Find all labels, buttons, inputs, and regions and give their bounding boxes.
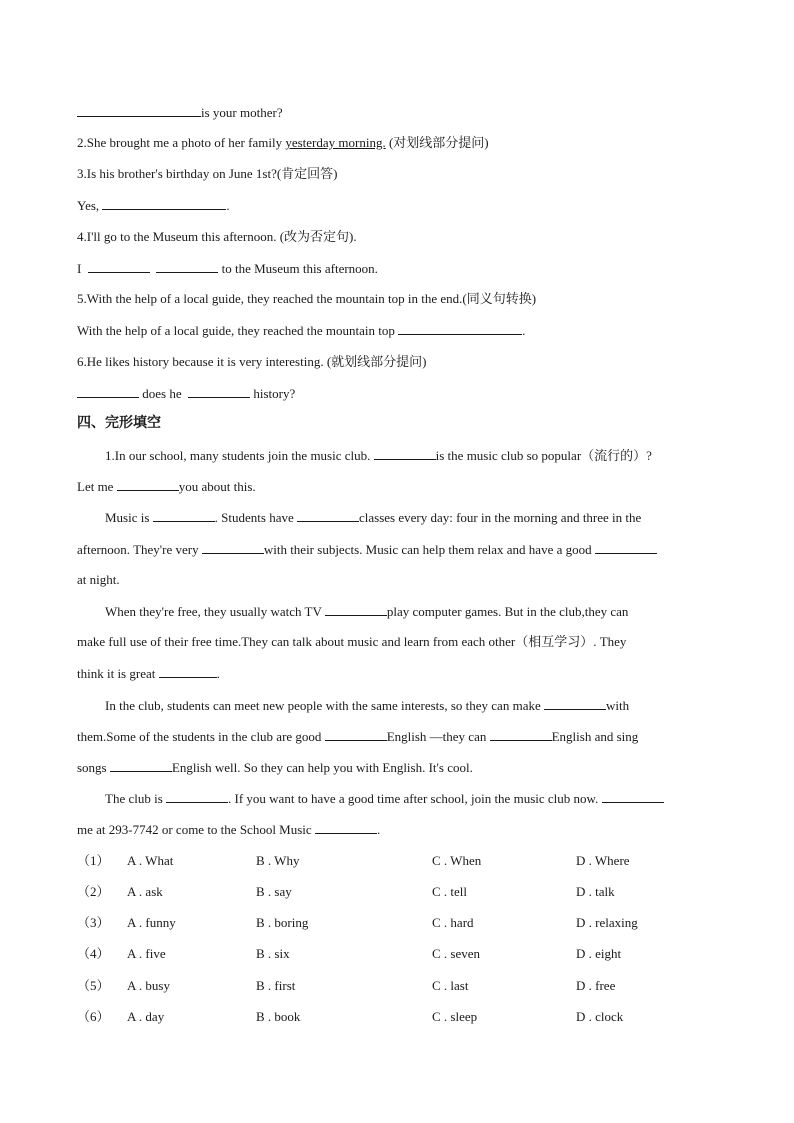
option-d[interactable]: D . free [576, 978, 616, 993]
option-d[interactable]: D . talk [576, 884, 615, 899]
cloze-blank-13[interactable] [166, 790, 228, 803]
cloze-blank-2[interactable] [117, 478, 179, 491]
cloze-blank-6[interactable] [595, 541, 657, 554]
question-5: 5.With the help of a local guide, they reached the mountain top in the end.(同义句转换) [77, 291, 537, 306]
answer-blank[interactable] [102, 197, 226, 210]
option-a[interactable]: A . funny [127, 915, 176, 930]
answer-blank[interactable] [77, 104, 201, 117]
option-a[interactable]: A . What [127, 853, 174, 868]
passage-line: them.Some of the students in the club are good English —they can English and sing [77, 729, 639, 744]
q3-answer-line: Yes, . [77, 198, 230, 213]
passage-line: at night. [77, 572, 120, 587]
q5-answer-line: With the help of a local guide, they reached the mountain top . [77, 323, 526, 338]
option-row [77, 946, 737, 962]
option-b[interactable]: B . first [256, 978, 296, 993]
q4-answer-line: I to the Museum this afternoon. [77, 261, 378, 276]
cloze-blank-15[interactable] [315, 821, 377, 834]
question-6: 6.He likes history because it is very interesting. (就划线部分提问) [77, 354, 427, 369]
question-3: 3.Is his brother's birthday on June 1st?(肯定回答) [77, 166, 338, 181]
option-d[interactable]: D . eight [576, 946, 622, 961]
answer-blank[interactable] [188, 385, 250, 398]
option-row [77, 915, 737, 931]
option-row [77, 1009, 737, 1025]
cloze-blank-11[interactable] [490, 728, 552, 741]
option-c[interactable]: C . seven [432, 946, 481, 961]
option-number: （1） [77, 853, 110, 868]
option-number: （5） [77, 978, 110, 993]
cloze-blank-14[interactable] [602, 790, 664, 803]
option-b[interactable]: B . boring [256, 915, 309, 930]
option-c[interactable]: C . last [432, 978, 469, 993]
option-a[interactable]: A . five [127, 946, 166, 961]
passage-line: think it is great . [77, 666, 220, 681]
option-b[interactable]: B . say [256, 884, 292, 899]
answer-blank[interactable] [88, 260, 150, 273]
cloze-blank-4[interactable] [297, 509, 359, 522]
option-row [77, 853, 737, 869]
q6-answer-line: does he history? [77, 385, 295, 402]
option-d[interactable]: D . relaxing [576, 915, 638, 930]
cloze-blank-12[interactable] [110, 759, 172, 772]
option-a[interactable]: A . ask [127, 884, 163, 899]
cloze-blank-9[interactable] [544, 697, 606, 710]
passage-line: me at 293-7742 or come to the School Music . [77, 822, 381, 837]
cloze-blank-1[interactable] [374, 447, 436, 460]
option-c[interactable]: C . sleep [432, 1009, 478, 1024]
question-4: 4.I'll go to the Museum this afternoon. (改为否定句). [77, 229, 357, 244]
option-c[interactable]: C . tell [432, 884, 468, 899]
option-b[interactable]: B . Why [256, 853, 300, 868]
underlined-phrase: yesterday morning. [285, 135, 386, 150]
cloze-blank-5[interactable] [202, 541, 264, 554]
cloze-blank-10[interactable] [325, 728, 387, 741]
option-b[interactable]: B . six [256, 946, 290, 961]
option-a[interactable]: A . busy [127, 978, 170, 993]
passage-line: The club is . If you want to have a good time after school, join the music club now. [105, 790, 664, 807]
q1-answer-line: is your mother? [77, 104, 283, 121]
option-number: （2） [77, 884, 110, 899]
option-number: （3） [77, 915, 110, 930]
option-b[interactable]: B . book [256, 1009, 301, 1024]
option-c[interactable]: C . hard [432, 915, 474, 930]
option-a[interactable]: A . day [127, 1009, 165, 1024]
cloze-blank-3[interactable] [153, 509, 215, 522]
section-heading: 四、完形填空 [77, 415, 161, 431]
passage-line: When they're free, they usually watch TV play computer games. But in the club,they can [105, 604, 629, 619]
answer-blank[interactable] [156, 260, 218, 273]
passage-line: afternoon. They're very with their subjects. Music can help them relax and have a good [77, 541, 657, 558]
question-2: 2.She brought me a photo of her family yesterday morning. (对划线部分提问) [77, 135, 489, 150]
passage-line: songs English well. So they can help you with English. It's cool. [77, 760, 473, 775]
option-row [77, 884, 737, 900]
passage-line: make full use of their free time.They can talk about music and learn from each other（相互学习）. They [77, 634, 627, 649]
passage-line: Let me you about this. [77, 479, 256, 494]
option-number: （4） [77, 946, 110, 961]
passage-line: Music is . Students have classes every day: four in the morning and three in the [105, 510, 642, 525]
option-number: （6） [77, 1009, 110, 1024]
answer-blank[interactable] [77, 385, 139, 398]
option-c[interactable]: C . When [432, 853, 482, 868]
option-d[interactable]: D . Where [576, 853, 630, 868]
option-row [77, 978, 737, 994]
cloze-blank-7[interactable] [325, 603, 387, 616]
answer-blank[interactable] [398, 322, 522, 335]
cloze-blank-8[interactable] [159, 665, 217, 678]
passage-line: 1.In our school, many students join the music club. is the music club so popular（流行的）? [105, 448, 652, 463]
passage-line: In the club, students can meet new people with the same interests, so they can make with [105, 698, 630, 713]
option-d[interactable]: D . clock [576, 1009, 624, 1024]
